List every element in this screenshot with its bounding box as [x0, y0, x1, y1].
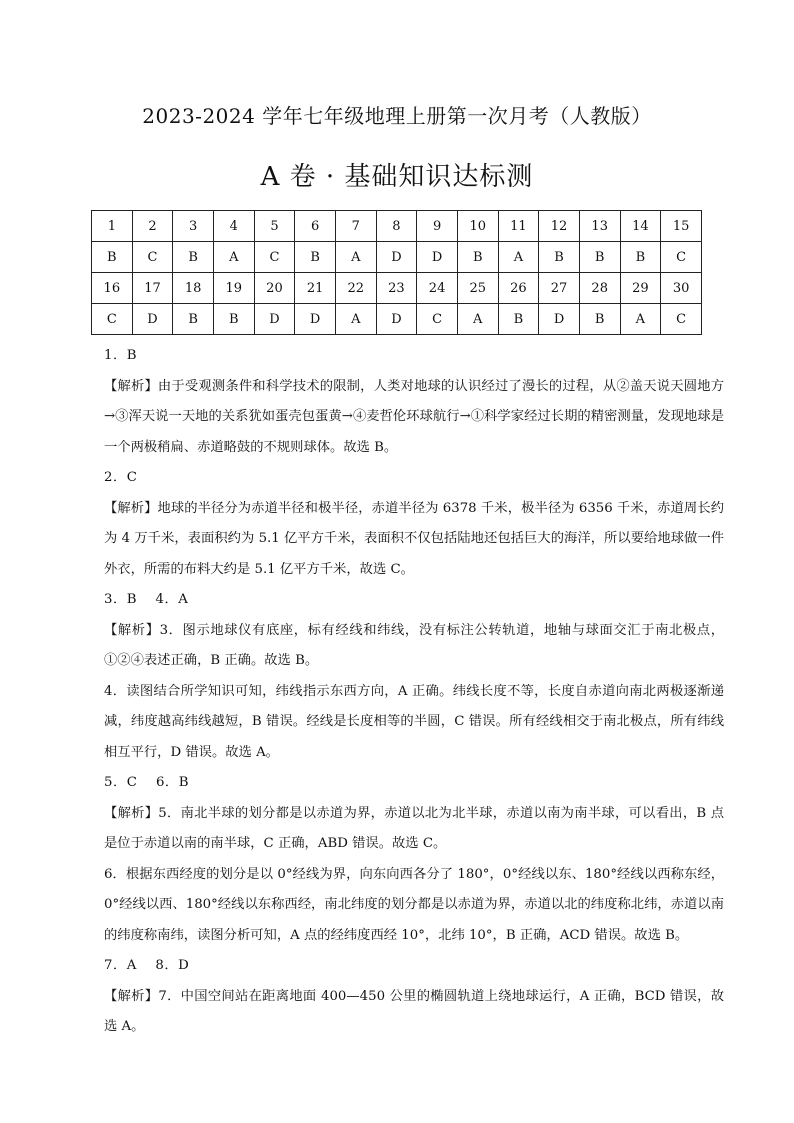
- answer-table-cell: C: [92, 304, 133, 335]
- explanation-paragraph: 【解析】地球的半径分为赤道半径和极半径，赤道半径为 6378 千米，极半径为 6356 千米，赤道周长约为 4 万千米，表面积约为 5.1 亿平方千米，表面积不仅包括陆地还包括巨大的海洋，所以要给地球做一件外衣，所需的布料大约是 5.1 亿平方千米，故选 C。: [104, 500, 724, 577]
- answer-table-cell: 3: [173, 211, 214, 242]
- answer-table-cell: 2: [132, 211, 173, 242]
- explanation-paragraph: 4．读图结合所学知识可知，纬线指示东西方向，A 正确。纬线长度不等，长度自赤道向南北两极逐渐递减，纬度越高纬线越短，B 错误。经线是长度相等的半圆，C 错误。所有经线相交于南北极点，所有纬线相互平行，D 错误。故选 A。: [104, 683, 724, 760]
- answer-table-row: [92, 273, 702, 304]
- answer-table-cell: D: [254, 304, 295, 335]
- answer-table-cell: 13: [579, 211, 620, 242]
- answer-table-cell: D: [376, 242, 417, 273]
- answer-table-row: [92, 211, 702, 242]
- answer-table-cell: 7: [335, 211, 376, 242]
- answer-table-cell: 16: [92, 273, 133, 304]
- answer-table-cell: D: [295, 304, 336, 335]
- answer-table-cell: C: [132, 242, 173, 273]
- answer-table-cell: 24: [417, 273, 458, 304]
- answer-table-cell: 10: [457, 211, 498, 242]
- answer-table-cell: 1: [92, 211, 133, 242]
- answer-table-cell: D: [539, 304, 580, 335]
- answer-line: 2．C: [104, 470, 138, 485]
- answer-table-cell: A: [335, 304, 376, 335]
- answer-table-cell: 11: [498, 211, 539, 242]
- explanation-paragraph: 【解析】由于受观测条件和科学技术的限制，人类对地球的认识经过了漫长的过程，从②盖天说天圆地方→③浑天说一天地的关系犹如蛋壳包蛋黄→④麦哲伦环球航行→①科学家经过长期的精密测量，发现地球是一个两极稍扁、赤道略鼓的不规则球体。故选 B。: [104, 378, 724, 455]
- answer-table-cell: 5: [254, 211, 295, 242]
- answer-table-row: [92, 304, 702, 335]
- answer-table-cell: C: [254, 242, 295, 273]
- answer-table-cell: A: [498, 242, 539, 273]
- answer-table-row: [92, 242, 702, 273]
- answer-table-cell: 15: [661, 211, 702, 242]
- answer-table-cell: 8: [376, 211, 417, 242]
- explanation-paragraph: 【解析】5．南北半球的划分都是以赤道为界，赤道以北为北半球，赤道以南为南半球，可以看出，B 点是位于赤道以南的南半球，C 正确，ABD 错误。故选 C。: [104, 805, 724, 851]
- answer-table-cell: D: [376, 304, 417, 335]
- answer-table-cell: 21: [295, 273, 336, 304]
- answer-table: [91, 210, 702, 335]
- answer-table-cell: 6: [295, 211, 336, 242]
- answer-table-cell: B: [295, 242, 336, 273]
- answer-table-cell: A: [457, 304, 498, 335]
- answer-table-cell: B: [579, 242, 620, 273]
- answer-table-cell: D: [132, 304, 173, 335]
- answer-line: 1．B: [104, 348, 138, 363]
- answer-table-cell: B: [213, 304, 254, 335]
- explanation-paragraph: 6．根据东西经度的划分是以 0°经线为界，向东向西各分了 180°，0°经线以东、180°经线以西称东经，0°经线以西、180°经线以东称西经，南北纬度的划分都是以赤道为界，赤道以北的纬度称北纬，赤道以南的纬度称南纬，读图分析可知，A 点的经纬度西经 10°，北纬 10°，B 正确，ACD 错误。故选 B。: [104, 866, 724, 943]
- answer-table-cell: B: [498, 304, 539, 335]
- answer-table-cell: 17: [132, 273, 173, 304]
- exam-title: 2023-2024 学年七年级地理上册第一次月考（人教版）: [142, 104, 652, 128]
- answer-table-cell: B: [579, 304, 620, 335]
- answer-table-cell: C: [661, 242, 702, 273]
- answer-table-cell: 19: [213, 273, 254, 304]
- answer-table-cell: B: [173, 242, 214, 273]
- answer-table-cell: A: [620, 304, 661, 335]
- answer-table-cell: 26: [498, 273, 539, 304]
- answer-table-cell: C: [661, 304, 702, 335]
- answer-table-cell: 4: [213, 211, 254, 242]
- answer-table-cell: C: [417, 304, 458, 335]
- answer-table-cell: B: [539, 242, 580, 273]
- answer-table-cell: 20: [254, 273, 295, 304]
- answer-table-cell: B: [173, 304, 214, 335]
- answer-table-cell: 28: [579, 273, 620, 304]
- answer-table-cell: 22: [335, 273, 376, 304]
- answer-table-cell: 12: [539, 211, 580, 242]
- answer-table-cell: B: [620, 242, 661, 273]
- answer-table-cell: A: [213, 242, 254, 273]
- answer-line: 7．A 8．D: [104, 958, 190, 973]
- answer-table-cell: 30: [661, 273, 702, 304]
- explanation-body: [104, 341, 724, 1043]
- answer-table-cell: 25: [457, 273, 498, 304]
- answer-table-cell: D: [417, 242, 458, 273]
- explanation-paragraph: 【解析】3．图示地球仪有底座，标有经线和纬线，没有标注公转轨道，地轴与球面交汇于南北极点，①②④表述正确，B 正确。故选 B。: [104, 622, 724, 668]
- explanation-paragraph: 【解析】7．中国空间站在距离地面 400—450 公里的椭圆轨道上绕地球运行，A 正确，BCD 错误，故选 A。: [104, 988, 724, 1034]
- answer-line: 3．B 4．A: [104, 592, 189, 607]
- answer-table-cell: 23: [376, 273, 417, 304]
- answer-table-cell: 18: [173, 273, 214, 304]
- exam-subtitle: A 卷 · 基础知识达标测: [260, 162, 534, 192]
- answer-table-cell: A: [335, 242, 376, 273]
- answer-table-cell: 14: [620, 211, 661, 242]
- answer-table-cell: B: [457, 242, 498, 273]
- answer-table-cell: B: [92, 242, 133, 273]
- answer-table-cell: 9: [417, 211, 458, 242]
- answer-line: 5．C 6．B: [104, 775, 189, 790]
- answer-table-cell: 27: [539, 273, 580, 304]
- answer-table-cell: 29: [620, 273, 661, 304]
